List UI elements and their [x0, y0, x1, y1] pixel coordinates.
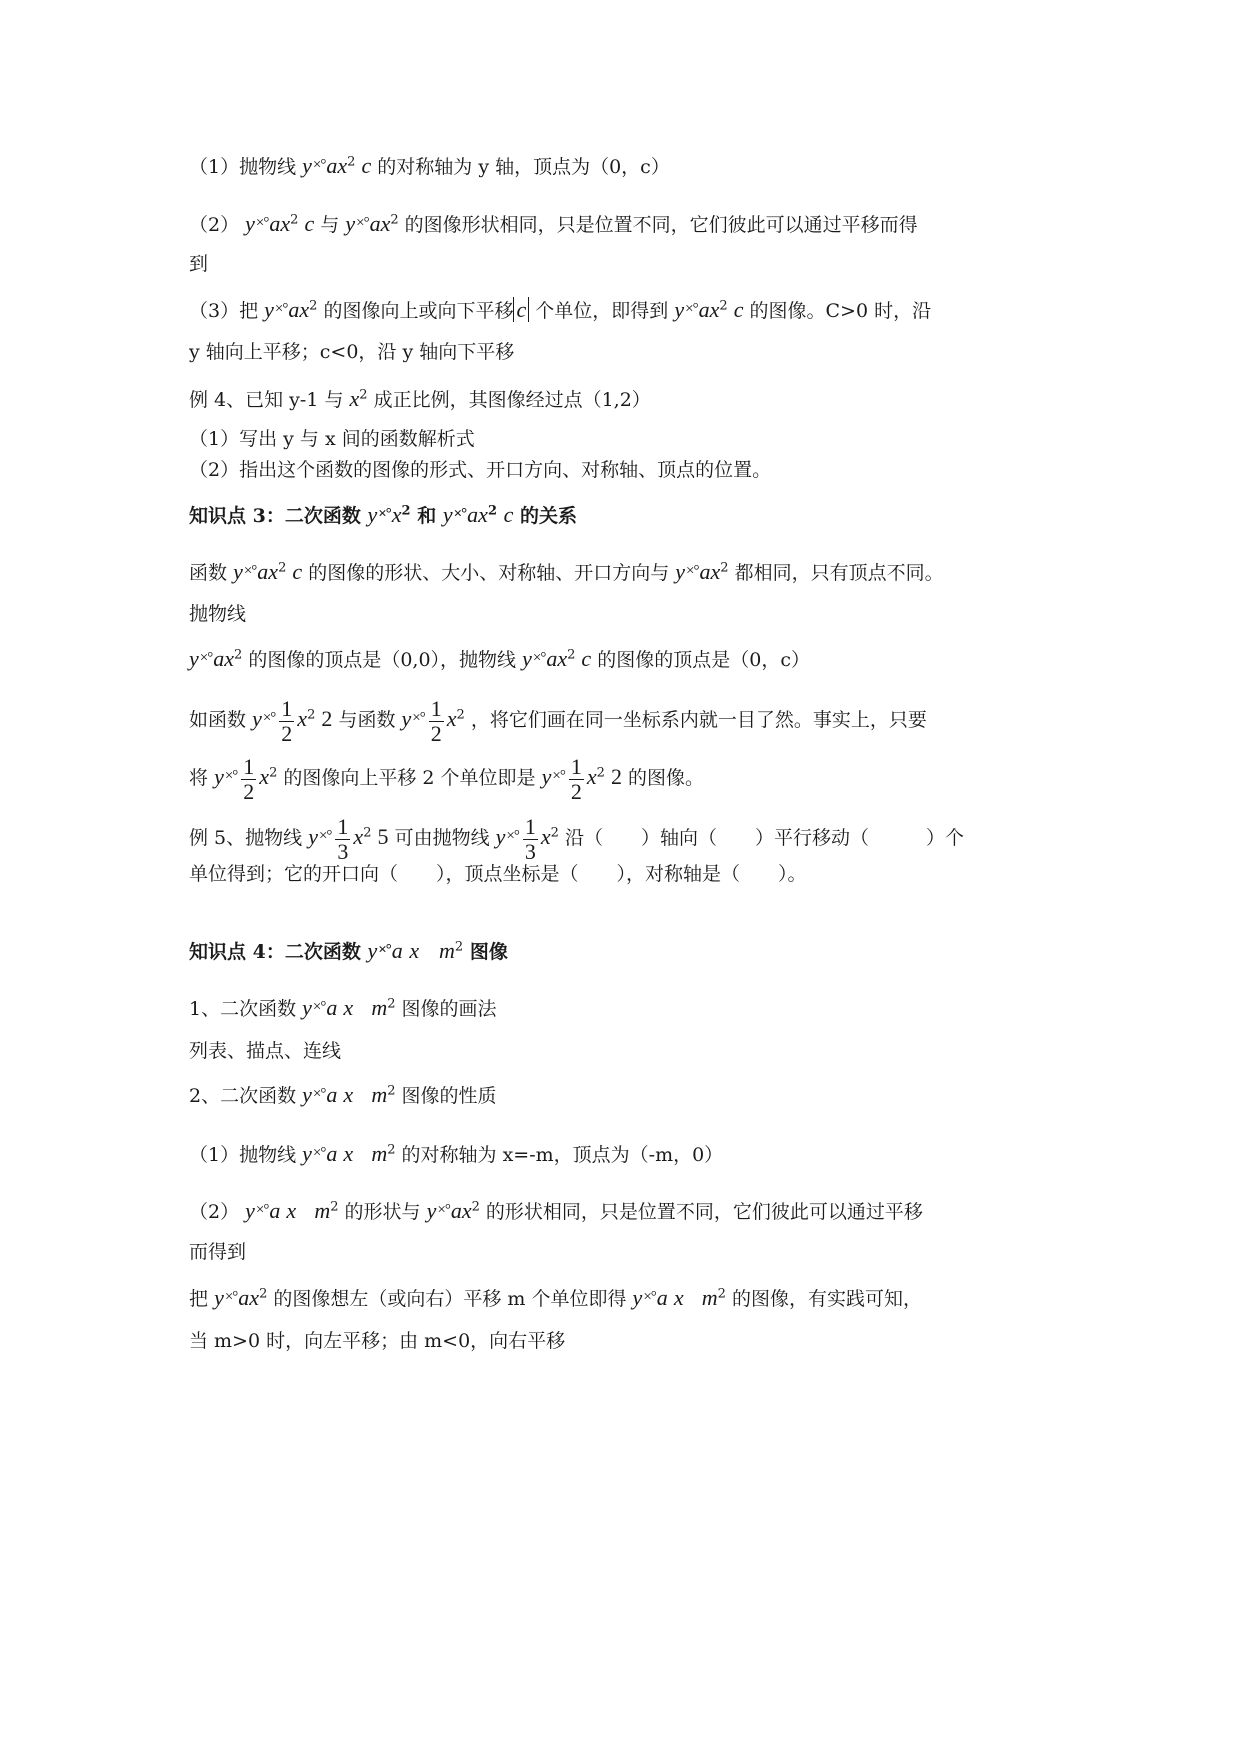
garbled-symbol: ×° [686, 563, 699, 579]
line-21 [189, 1139, 1059, 1169]
superscript: 2 [309, 298, 318, 314]
superscript: 2 [719, 298, 728, 314]
superscript: 2 [487, 503, 497, 519]
text: 把 [189, 1288, 209, 1310]
text: （1）抛物线 [189, 156, 297, 178]
denominator: 2 [570, 778, 582, 804]
text: 将 [189, 767, 209, 789]
math-m: m [371, 1082, 388, 1107]
math-y: y [367, 938, 378, 963]
line-4 [189, 295, 1059, 325]
math-ax: ax [269, 211, 291, 236]
math-ax: ax [546, 646, 568, 671]
math-y: y [302, 1082, 312, 1107]
fraction [569, 755, 584, 804]
superscript: 2 [278, 560, 287, 576]
math-y: y [522, 646, 532, 671]
line-22 [189, 1196, 1059, 1226]
math-a: a [656, 1285, 668, 1310]
math-ax: ax [288, 297, 310, 322]
superscript: 2 [359, 387, 368, 403]
superscript: 2 [387, 1142, 396, 1158]
math-m: m [371, 995, 388, 1020]
superscript: 2 [307, 707, 316, 723]
garbled-symbol: ×° [378, 942, 391, 958]
math-x: x [540, 824, 551, 849]
math-x: x [586, 764, 597, 789]
garbled-symbol: ×° [552, 768, 565, 784]
garbled-symbol: ×° [312, 157, 326, 173]
garbled-symbol: ×° [262, 710, 276, 726]
text: 的图像的顶点是（0，c） [597, 649, 810, 671]
text: 的图像的顶点是（0,0），抛物线 [248, 649, 517, 671]
text: 的关系 [520, 505, 578, 527]
math-x: x [259, 764, 270, 789]
line-18 [189, 993, 1059, 1023]
math-x: x [343, 995, 354, 1020]
line-12 [189, 644, 1059, 674]
line-1 [189, 151, 1059, 181]
garbled-symbol: ×° [274, 301, 288, 317]
text: 的图像的形状、大小、对称轴、开口方向与 [308, 562, 670, 584]
math-c: c [581, 646, 592, 671]
math-y: y [302, 1141, 312, 1166]
math-c: c [292, 559, 303, 584]
superscript: 2 [454, 939, 464, 955]
numerator: 1 [337, 813, 349, 839]
fraction [279, 697, 294, 746]
math-a: a [391, 938, 403, 963]
line-14 [189, 748, 1059, 804]
text: 2、二次函数 [189, 1085, 297, 1107]
garbled-symbol: ×° [224, 768, 238, 784]
math-y: y [674, 297, 685, 322]
text: 例 4、已知 y-1 与 [189, 389, 344, 411]
math-ax: ax [369, 211, 391, 236]
math-a: a [326, 1082, 338, 1107]
line-13 [189, 690, 1059, 746]
superscript: 2 [550, 825, 559, 841]
math-x: x [297, 706, 308, 731]
math-y: y [264, 297, 274, 322]
math-x: x [343, 1141, 354, 1166]
math-y: y [401, 706, 412, 731]
text: 的图像想左（或向右）平移 m 个单位即得 [273, 1288, 627, 1310]
math-y: y [302, 153, 312, 178]
math-y: y [345, 211, 356, 236]
line-20 [189, 1080, 1059, 1110]
superscript: 2 [596, 765, 605, 781]
text: 函数 [189, 562, 228, 584]
text: （2） [189, 1201, 240, 1223]
garbled-symbol: ×° [312, 1086, 326, 1102]
text: 的图像形状相同，只是位置不同，它们彼此可以通过平移而得 [404, 214, 918, 236]
line-8: （2）指出这个函数的图像的形式、开口方向、对称轴、顶点的位置。 [189, 459, 772, 481]
garbled-symbol: ×° [255, 1202, 269, 1218]
math-ax: ax [326, 153, 348, 178]
superscript: 2 [471, 1199, 480, 1215]
text: 知识点 4：二次函数 [189, 941, 361, 963]
line-11: 抛物线 [189, 603, 247, 625]
denominator: 3 [337, 838, 349, 864]
text: 知识点 3：二次函数 [189, 505, 361, 527]
fraction [523, 815, 538, 864]
numerator: 1 [524, 813, 536, 839]
math-c: c [304, 211, 315, 236]
math-y: y [245, 211, 255, 236]
garbled-symbol: ×° [532, 650, 546, 666]
garbled-symbol: ×° [312, 1145, 326, 1161]
superscript: 2 [269, 765, 278, 781]
fraction [241, 755, 256, 804]
math-x: x [391, 502, 402, 527]
text: 图像 [469, 941, 508, 963]
math-ax: ax [450, 1198, 472, 1223]
text: 图像的画法 [401, 998, 497, 1020]
superscript: 2 [387, 1083, 396, 1099]
text: 的图像，有实践可知， [731, 1288, 922, 1310]
superscript: 2 [330, 1199, 339, 1215]
superscript: 2 [567, 647, 576, 663]
superscript: 2 [259, 1286, 268, 1302]
math-y: y [367, 502, 378, 527]
text: 和 [417, 505, 437, 527]
math-y: y [675, 559, 686, 584]
garbled-symbol: ×° [453, 506, 467, 522]
text: 沿（ ）轴向（ ）平行移动（ ）个 [564, 827, 964, 849]
denominator: 2 [430, 720, 442, 746]
abs-c: c [513, 297, 529, 322]
garbled-symbol: ×° [643, 1289, 656, 1305]
math-y: y [233, 559, 243, 584]
superscript: 2 [347, 154, 356, 170]
text: 的图像。C>0 时，沿 [749, 300, 932, 322]
heading-knowledge-4 [189, 936, 1059, 966]
text: 的形状相同，只是位置不同，它们彼此可以通过平移 [485, 1201, 923, 1223]
superscript: 2 [456, 707, 465, 723]
text: 都相同，只有顶点不同。 [734, 562, 944, 584]
line-3: 到 [189, 253, 209, 275]
garbled-symbol: ×° [318, 828, 332, 844]
text: （1）抛物线 [189, 1144, 297, 1166]
superscript: 2 [363, 825, 372, 841]
text: 与 [320, 214, 340, 236]
text: 的图像。 [627, 767, 704, 789]
numerator: 1 [243, 753, 255, 779]
text: 的图像向上平移 2 个单位即是 [283, 767, 536, 789]
garbled-symbol: ×° [685, 301, 698, 317]
math-m: m [314, 1198, 331, 1223]
numerator: 1 [570, 753, 582, 779]
text: 的形状与 [344, 1201, 421, 1223]
garbled-symbol: ×° [437, 1202, 450, 1218]
line-24 [189, 1283, 1059, 1313]
math-ax: ax [257, 559, 279, 584]
math-x: x [409, 938, 420, 963]
math-ax: ax [699, 559, 721, 584]
line-10 [189, 557, 1059, 587]
math-y: y [442, 502, 453, 527]
line-16: 单位得到；它的开口向（ ），顶点坐标是（ ），对称轴是（ ）。 [189, 863, 807, 885]
superscript: 2 [720, 560, 729, 576]
denominator: 3 [524, 838, 536, 864]
text: 与函数 [338, 709, 396, 731]
line-7: （1）写出 y 与 x 间的函数解析式 [189, 428, 475, 450]
line-6 [189, 385, 1059, 414]
text: 的对称轴为 y 轴，顶点为（0，c） [377, 156, 670, 178]
math-a: a [269, 1198, 281, 1223]
math-constant: 5 [377, 824, 389, 849]
math-x: x [673, 1285, 684, 1310]
math-m: m [371, 1141, 388, 1166]
line-15 [189, 808, 1059, 864]
numerator: 1 [430, 695, 442, 721]
math-y: y [245, 1198, 255, 1223]
text: 个单位，即得到 [535, 300, 669, 322]
math-y: y [214, 764, 224, 789]
superscript: 2 [234, 647, 243, 663]
superscript: 2 [717, 1286, 726, 1302]
math-y: y [252, 706, 262, 731]
math-y: y [426, 1198, 437, 1223]
math-a: a [326, 1141, 338, 1166]
text: 例 5、抛物线 [189, 827, 303, 849]
line-23: 而得到 [189, 1241, 247, 1263]
math-y: y [308, 824, 318, 849]
text: 图像的性质 [401, 1085, 497, 1107]
text: 可由抛物线 [394, 827, 490, 849]
math-x: x [349, 386, 360, 411]
math-m: m [701, 1285, 718, 1310]
math-ax: ax [467, 502, 488, 527]
line-25: 当 m>0 时，向左平移；由 m<0，向右平移 [189, 1330, 566, 1352]
math-c: c [733, 297, 744, 322]
heading-knowledge-3 [189, 500, 1059, 530]
line-19: 列表、描点、连线 [189, 1040, 342, 1062]
math-constant: 2 [321, 706, 333, 731]
superscript: 2 [290, 212, 299, 228]
line-5: y 轴向上平移；c<0，沿 y 轴向下平移 [189, 341, 515, 363]
denominator: 2 [281, 720, 293, 746]
math-c: c [503, 502, 514, 527]
math-y: y [214, 1285, 224, 1310]
math-ax: ax [698, 297, 720, 322]
garbled-symbol: ×° [412, 710, 425, 726]
garbled-symbol: ×° [312, 999, 326, 1015]
fraction [335, 815, 350, 864]
garbled-symbol: ×° [356, 215, 369, 231]
denominator: 2 [243, 778, 255, 804]
garbled-symbol: ×° [378, 506, 391, 522]
garbled-symbol: ×° [255, 215, 269, 231]
math-y: y [189, 646, 199, 671]
math-x: x [343, 1082, 354, 1107]
line-2 [189, 209, 1059, 239]
math-y: y [495, 824, 506, 849]
numerator: 1 [281, 695, 293, 721]
text: （2） [189, 214, 240, 236]
superscript: 2 [387, 996, 396, 1012]
text: （3）把 [189, 300, 259, 322]
text: 如函数 [189, 709, 247, 731]
math-y: y [302, 995, 312, 1020]
text: 成正比例，其图像经过点（1,2） [373, 389, 651, 411]
superscript: 2 [401, 503, 411, 519]
math-ax: ax [238, 1285, 260, 1310]
text: 1、二次函数 [189, 998, 297, 1020]
math-a: a [326, 995, 338, 1020]
math-c: c [361, 153, 372, 178]
text: ，将它们画在同一坐标系内就一目了然。事实上，只要 [470, 709, 927, 731]
math-constant: 2 [610, 764, 622, 789]
math-x: x [286, 1198, 297, 1223]
fraction [429, 697, 444, 746]
math-ax: ax [213, 646, 234, 671]
math-y: y [632, 1285, 643, 1310]
math-x: x [446, 706, 457, 731]
text: 的对称轴为 x=-m，顶点为（-m，0） [401, 1144, 724, 1166]
math-x: x [353, 824, 364, 849]
garbled-symbol: ×° [224, 1289, 238, 1305]
garbled-symbol: ×° [506, 828, 519, 844]
garbled-symbol: ×° [199, 650, 213, 666]
garbled-symbol: ×° [243, 563, 257, 579]
text: 的图像向上或向下平移 [323, 300, 514, 322]
math-y: y [541, 764, 552, 789]
superscript: 2 [390, 212, 399, 228]
math-m: m [439, 938, 455, 963]
